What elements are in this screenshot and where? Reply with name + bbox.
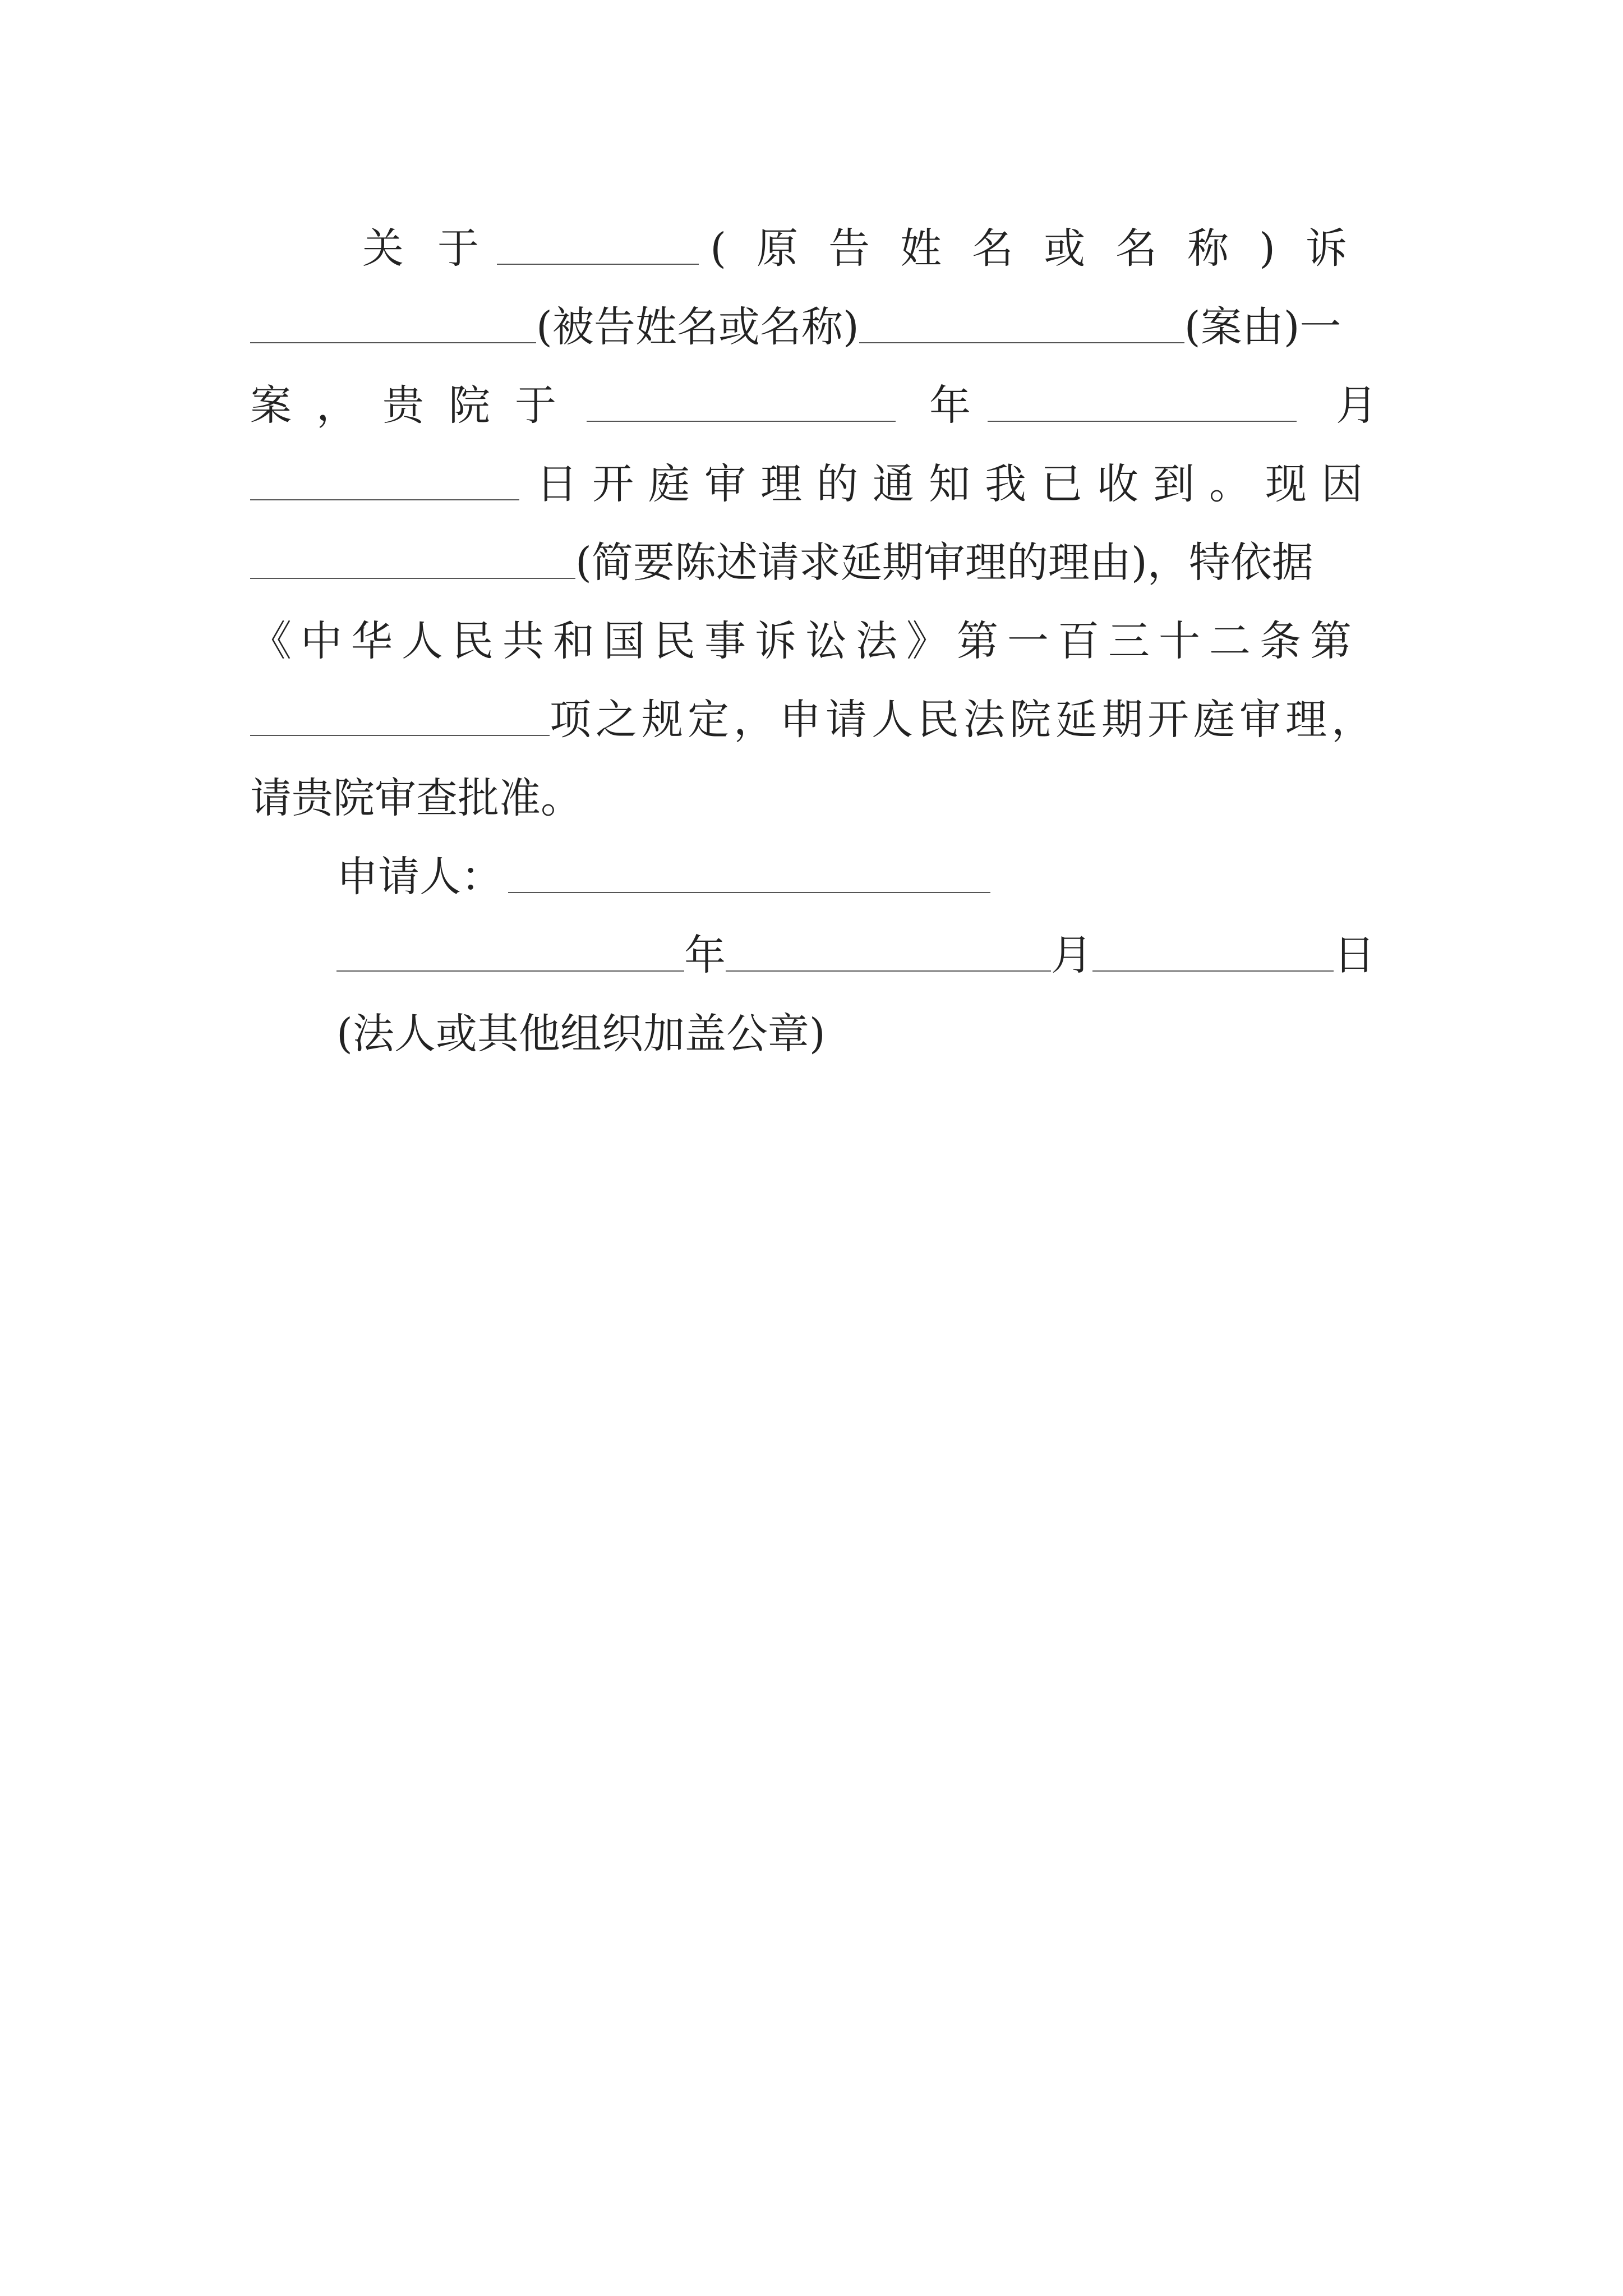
text-notice-received: 日开庭审理的通知我已收到。现因 — [536, 460, 1377, 508]
blank-sign-year[interactable] — [336, 967, 684, 972]
text-court-on: 案，贵院于 — [250, 381, 581, 430]
paragraph-line-8 — [250, 763, 1377, 822]
date-day-label: 日 — [1334, 931, 1375, 979]
blank-defendant[interactable] — [250, 339, 536, 343]
paragraph-line-5 — [250, 527, 1377, 587]
text-about: 关于 — [362, 224, 513, 273]
text-apply-postpone: 项之规定，申请人民法院延期开庭审理， — [550, 696, 1377, 744]
paragraph-line-2 — [250, 292, 1377, 351]
date-line — [336, 920, 1377, 979]
text-request-approval: 请贵院审查批准。 — [250, 774, 582, 822]
blank-hearing-day[interactable] — [250, 496, 519, 500]
text-month: 月 — [1336, 381, 1377, 430]
text-law-reference: 《中华人民共和国民事诉讼法》第一百三十二条第 — [250, 617, 1361, 665]
applicant-label: 申请人： — [336, 853, 502, 901]
text-year: 年 — [929, 381, 971, 430]
blank-reason[interactable] — [250, 574, 575, 579]
seal-note: (法人或其他组织加盖公章) — [336, 1010, 826, 1058]
text-reason-label: (简要陈述请求延期审理的理由)，特依据 — [575, 539, 1313, 587]
text-plaintiff-label: (原告姓名或名称)诉 — [710, 224, 1377, 273]
paragraph-line-1 — [250, 213, 1377, 273]
paragraph-line-4 — [250, 449, 1377, 508]
text-defendant-label: (被告姓名或名称) — [536, 303, 859, 351]
blank-applicant[interactable] — [508, 889, 990, 893]
blank-plaintiff[interactable] — [497, 260, 699, 265]
date-month-label: 月 — [1051, 931, 1092, 979]
paragraph-line-3 — [250, 370, 1377, 430]
paragraph-line-7 — [250, 684, 1377, 744]
applicant-line — [336, 841, 1377, 901]
blank-hearing-month[interactable] — [988, 417, 1297, 422]
blank-hearing-year[interactable] — [587, 417, 896, 422]
blank-cause[interactable] — [859, 339, 1184, 343]
blank-sign-month[interactable] — [726, 967, 1051, 972]
paragraph-line-6 — [250, 606, 1377, 665]
blank-item[interactable] — [250, 731, 550, 736]
text-cause-label: (案由)一 — [1184, 303, 1341, 351]
blank-sign-day[interactable] — [1092, 967, 1334, 972]
date-year-label: 年 — [684, 931, 726, 979]
seal-note-line — [336, 999, 1377, 1058]
